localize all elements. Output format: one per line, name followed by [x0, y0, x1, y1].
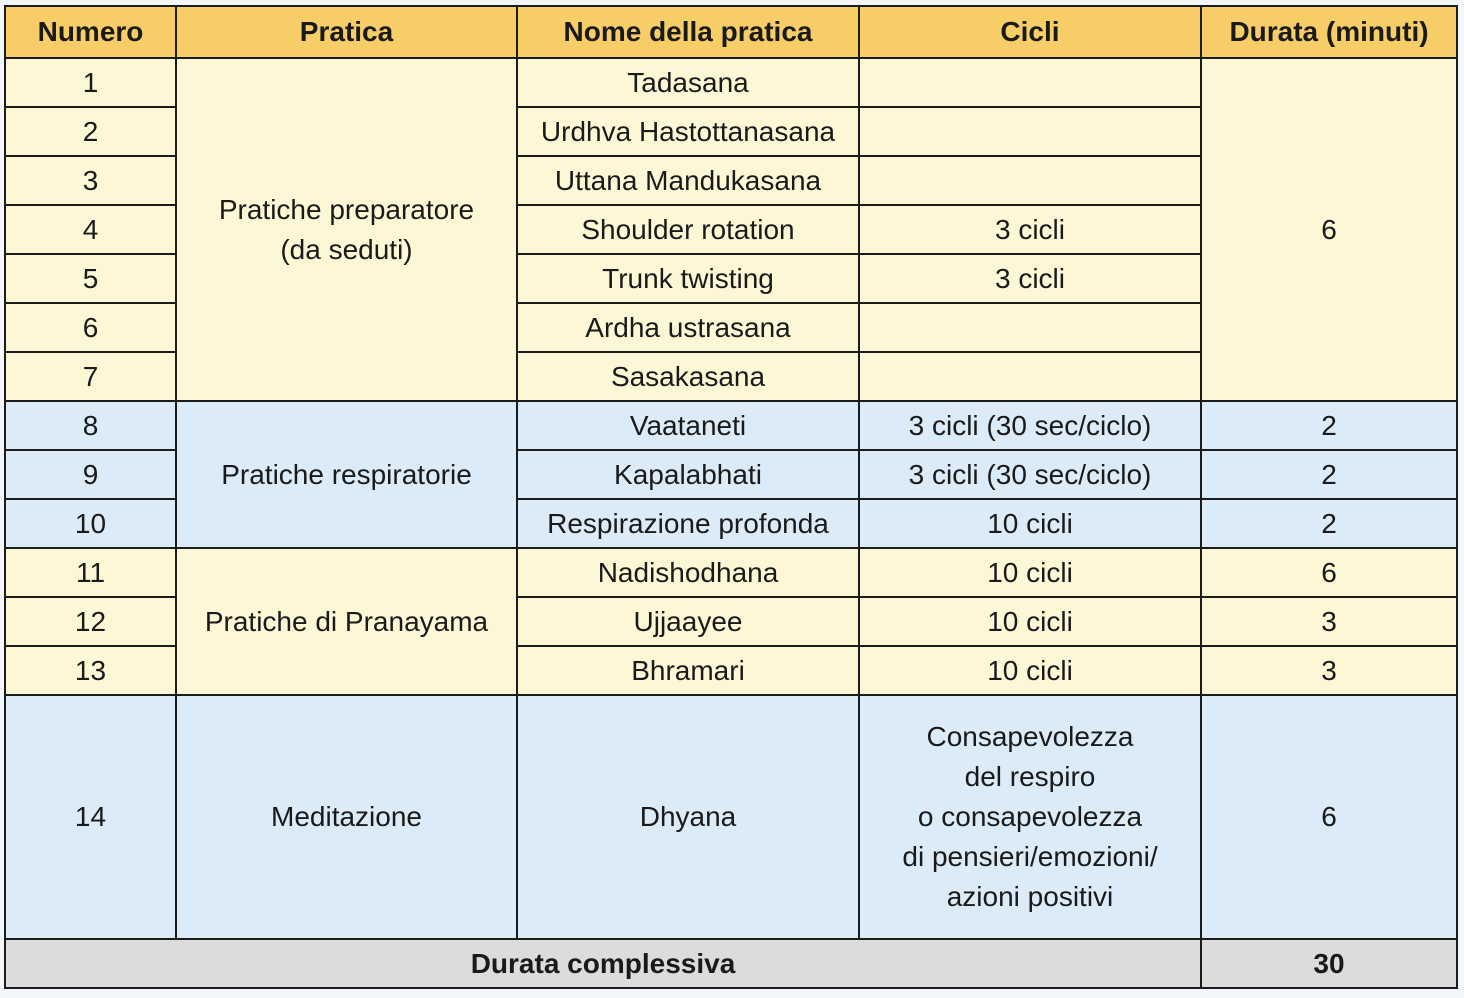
cell-nome: Uttana Mandukasana — [517, 156, 859, 205]
cell-numero: 13 — [5, 646, 176, 695]
cell-numero: 8 — [5, 401, 176, 450]
header-durata: Durata (minuti) — [1201, 6, 1457, 58]
header-row — [5, 6, 1457, 58]
cell-durata: 2 — [1201, 401, 1457, 450]
cicli-line: Consapevolezza — [926, 721, 1134, 752]
cell-nome: Ardha ustrasana — [517, 303, 859, 352]
cicli-line: o consapevolezza — [917, 801, 1143, 832]
cell-durata: 6 — [1201, 548, 1457, 597]
cell-cicli: 10 cicli — [859, 499, 1201, 548]
cell-nome: Shoulder rotation — [517, 205, 859, 254]
cell-numero: 10 — [5, 499, 176, 548]
group-preparatorie — [176, 58, 517, 401]
cell-cicli — [859, 303, 1201, 352]
cell-numero: 6 — [5, 303, 176, 352]
cell-nome: Vaataneti — [517, 401, 859, 450]
cicli-line: di pensieri/emozioni/ — [902, 841, 1158, 872]
total-value: 30 — [1201, 939, 1457, 988]
group-meditazione: Meditazione — [176, 695, 517, 939]
cell-durata: 6 — [1201, 695, 1457, 939]
cell-cicli: 3 cicli (30 sec/ciclo) — [859, 401, 1201, 450]
cell-numero: 11 — [5, 548, 176, 597]
cell-nome: Sasakasana — [517, 352, 859, 401]
table-row — [5, 58, 1457, 107]
group-pranayama: Pratiche di Pranayama — [176, 548, 517, 695]
cell-nome: Bhramari — [517, 646, 859, 695]
practice-table-container — [4, 5, 1458, 989]
table-row — [5, 548, 1457, 597]
cell-nome: Kapalabhati — [517, 450, 859, 499]
header-cicli: Cicli — [859, 6, 1201, 58]
total-label: Durata complessiva — [5, 939, 1201, 988]
cicli-line: azioni positivi — [946, 881, 1114, 912]
practice-table — [4, 5, 1458, 989]
table-row — [5, 695, 1457, 939]
cell-cicli — [859, 156, 1201, 205]
cell-cicli — [859, 695, 1201, 939]
cell-nome: Tadasana — [517, 58, 859, 107]
cell-cicli: 3 cicli (30 sec/ciclo) — [859, 450, 1201, 499]
header-pratica: Pratica — [176, 6, 517, 58]
cell-nome: Dhyana — [517, 695, 859, 939]
cell-numero: 3 — [5, 156, 176, 205]
cell-nome: Nadishodhana — [517, 548, 859, 597]
cell-nome: Urdhva Hastottanasana — [517, 107, 859, 156]
cell-cicli: 10 cicli — [859, 597, 1201, 646]
cell-durata: 3 — [1201, 597, 1457, 646]
header-nome: Nome della pratica — [517, 6, 859, 58]
cell-numero: 14 — [5, 695, 176, 939]
cell-durata: 2 — [1201, 450, 1457, 499]
group-label-line: (da seduti) — [280, 233, 413, 265]
group-label-line: Pratiche preparatore — [218, 193, 475, 225]
cell-numero: 5 — [5, 254, 176, 303]
cell-durata: 3 — [1201, 646, 1457, 695]
cell-numero: 1 — [5, 58, 176, 107]
group-respiratorie: Pratiche respiratorie — [176, 401, 517, 548]
cell-numero: 2 — [5, 107, 176, 156]
cell-cicli — [859, 107, 1201, 156]
table-row — [5, 401, 1457, 450]
cell-cicli: 10 cicli — [859, 646, 1201, 695]
cell-cicli: 10 cicli — [859, 548, 1201, 597]
cell-numero: 7 — [5, 352, 176, 401]
cell-numero: 12 — [5, 597, 176, 646]
total-row — [5, 939, 1457, 988]
cell-durata-preparatorie: 6 — [1201, 58, 1457, 401]
cell-cicli: 3 cicli — [859, 205, 1201, 254]
cell-durata: 2 — [1201, 499, 1457, 548]
cell-cicli — [859, 58, 1201, 107]
cell-nome: Trunk twisting — [517, 254, 859, 303]
cell-nome: Respirazione profonda — [517, 499, 859, 548]
header-numero: Numero — [5, 6, 176, 58]
cell-numero: 9 — [5, 450, 176, 499]
cell-cicli — [859, 352, 1201, 401]
cicli-line: del respiro — [964, 761, 1096, 792]
cell-nome: Ujjaayee — [517, 597, 859, 646]
cell-cicli: 3 cicli — [859, 254, 1201, 303]
cell-numero: 4 — [5, 205, 176, 254]
